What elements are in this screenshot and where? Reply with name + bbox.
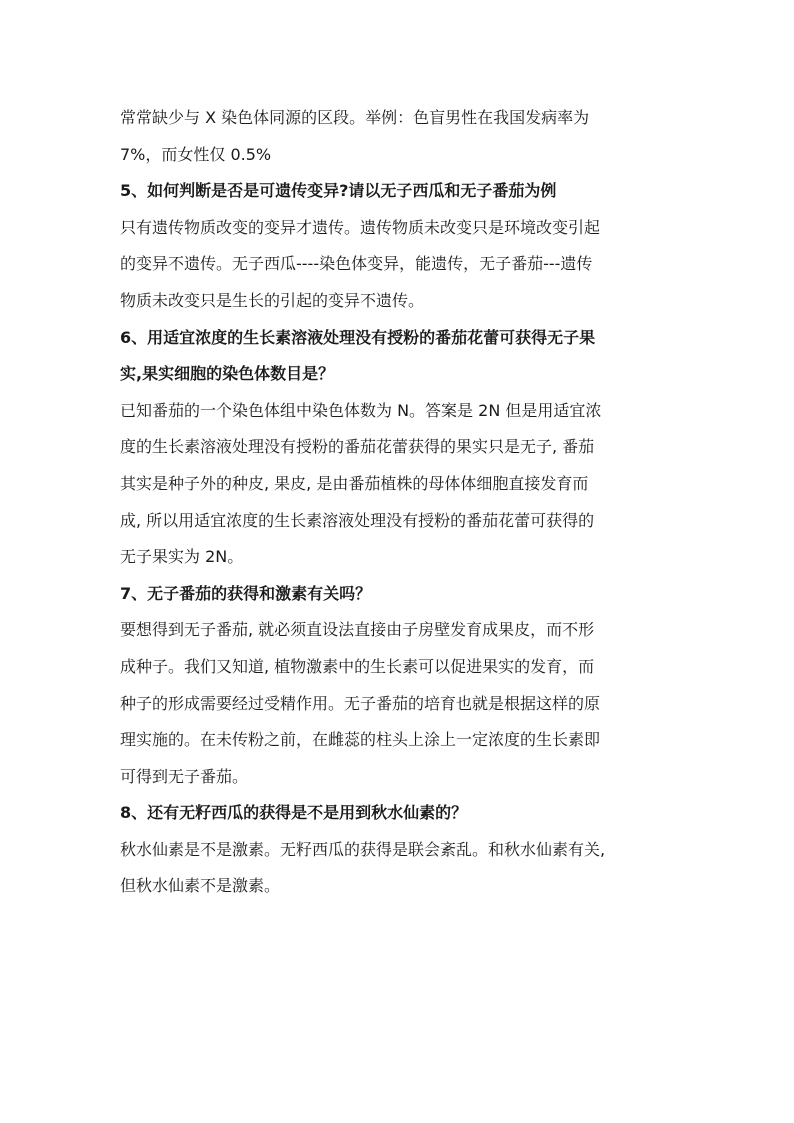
text-line: 理实施的。在未传粉之前，在雌蕊的柱头上涂上一定浓度的生长素即 xyxy=(120,730,601,750)
text-line: 常常缺少与 X 染色体同源的区段。举例：色盲男性在我国发病率为 xyxy=(120,108,590,127)
text-line: 成种子。我们又知道, 植物激素中的生长素可以促进果实的发育，而 xyxy=(120,656,595,676)
question-6-heading xyxy=(120,320,680,393)
question-8-heading xyxy=(120,795,680,832)
answer-8-paragraph xyxy=(120,832,680,905)
question-7-heading xyxy=(120,576,680,613)
text-line: 度的生长素溶液处理没有授粉的番茄花蕾获得的果实只是无子, 番茄 xyxy=(120,437,595,457)
text-line: 要想得到无子番茄, 就必须直设法直接由子房壁发育成果皮，而不形 xyxy=(120,620,595,640)
text-line: 种子的形成需要经过受精作用。无子番茄的培育也就是根据这样的原 xyxy=(120,693,601,713)
document-body xyxy=(120,100,680,905)
question-5-heading xyxy=(120,173,680,210)
text-line: 无子果实为 2N。 xyxy=(120,547,244,567)
heading-line: 实,果实细胞的染色体数目是？ xyxy=(120,364,335,384)
heading-line: 8、还有无籽西瓜的获得是不是用到秋水仙素的？ xyxy=(120,803,468,823)
text-line: 可得到无子番茄。 xyxy=(120,766,249,786)
text-line: 成, 所以用适宜浓度的生长素溶液处理没有授粉的番茄花蕾可获得的 xyxy=(120,510,595,530)
text-line: 已知番茄的一个染色体组中染色体数为 N。答案是 2N 但是用适宜浓 xyxy=(120,400,602,420)
answer-5-paragraph xyxy=(120,210,680,320)
text-line: 但秋水仙素不是激素。 xyxy=(120,876,281,896)
answer-7-paragraph xyxy=(120,612,680,795)
text-line: 其实是种子外的种皮, 果皮, 是由番茄植株的母体体细胞直接发育而 xyxy=(120,473,589,493)
heading-line: 5、如何判断是否是可遗传变异?请以无子西瓜和无子番茄为例 xyxy=(120,181,557,201)
text-line: 物质未改变只是生长的引起的变异不遗传。 xyxy=(120,290,425,310)
heading-line: 7、无子番茄的获得和激素有关吗？ xyxy=(120,583,372,603)
text-line: 7%，而女性仅 0.5% xyxy=(120,144,272,164)
answer-6-paragraph xyxy=(120,393,680,576)
text-line: 只有遗传物质改变的变异才遗传。遗传物质未改变只是环境改变引起 xyxy=(120,217,601,237)
text-line: 秋水仙素是不是激素。无籽西瓜的获得是联会紊乱。和秋水仙素有关, xyxy=(120,839,606,859)
text-line: 的变异不遗传。无子西瓜----染色体变异，能遗传，无子番茄---遗传 xyxy=(120,254,593,274)
heading-line: 6、用适宜浓度的生长素溶液处理没有授粉的番茄花蕾可获得无子果 xyxy=(120,327,596,347)
paragraph-xy-chromosome xyxy=(120,100,680,173)
